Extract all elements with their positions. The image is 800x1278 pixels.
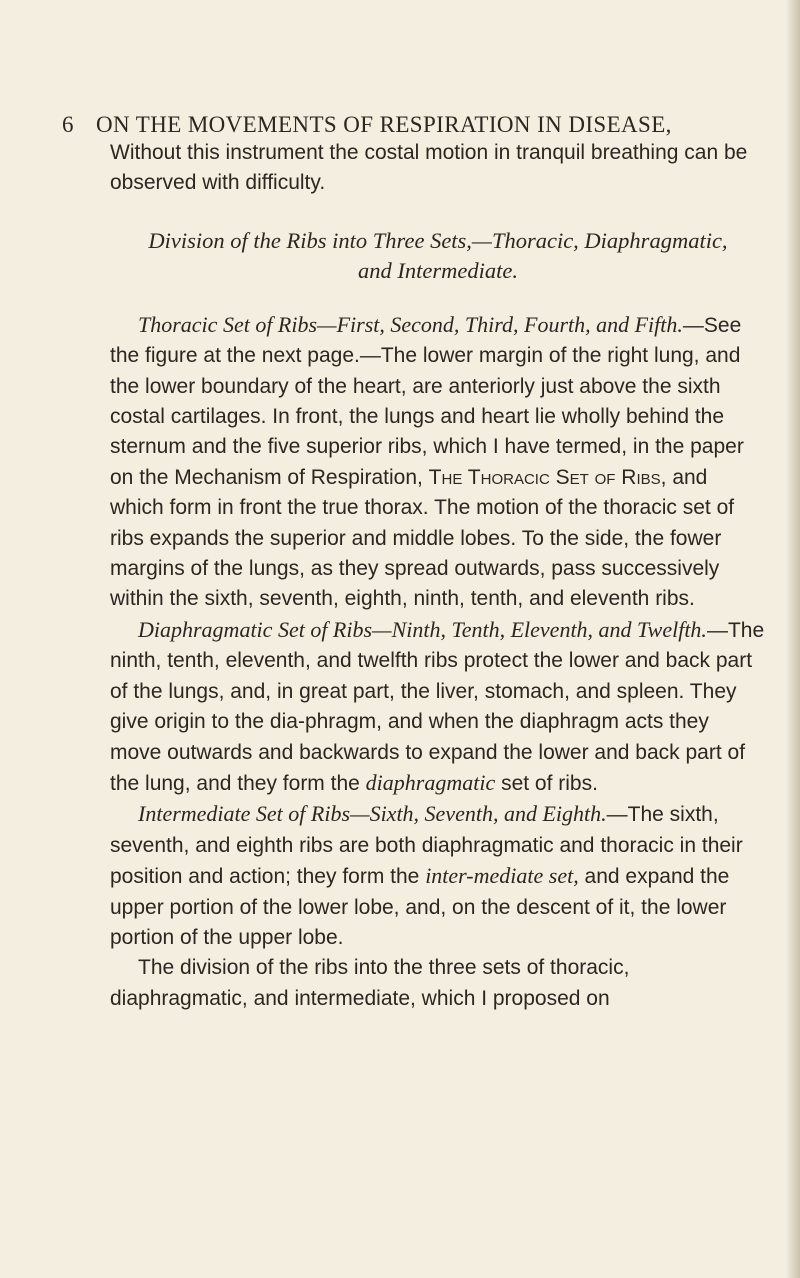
intermediate-paragraph (110, 799, 766, 953)
diaphragmatic-heading: Diaphragmatic Set of Ribs—Ninth, Tenth, Eleventh, and Twelfth. (138, 616, 707, 642)
thoracic-set-term: The Thoracic Set of Ribs, (428, 465, 667, 489)
diaphragmatic-text-a: —The ninth, tenth, eleventh, and twelfth ribs protect the lower and back part of the lungs, and, in great part, the liver, stomach, and spleen. They give origin to the dia-phragm, and when the diaphragm acts they move outwards and backwards to expand the lower and back part of the lung, and they form the (110, 618, 765, 795)
thoracic-text-b: and which form in front the true thorax. The motion of the thoracic set of ribs expands the superior and middle lobes. To the side, the fower margins of the lungs, as they spread outwards, pass successively within the sixth, seventh, eighth, ninth, tenth, and eleventh ribs. (110, 465, 735, 611)
page-edge-shadow (786, 0, 800, 1278)
intermediate-text-b: and expand the upper portion of the lower lobe, and, on the descent of it, the lower portion of the upper lobe. (110, 865, 730, 949)
diaphragmatic-text-b: set of ribs. (495, 771, 598, 795)
diaphragmatic-paragraph (110, 615, 766, 799)
running-title: ON THE MOVEMENTS OF RESPIRATION IN DISEASE, (96, 112, 672, 137)
diaphragmatic-term: diaphragmatic (365, 769, 496, 795)
intermediate-heading: Intermediate Set of Ribs—Sixth, Seventh, and Eighth. (138, 801, 607, 827)
thoracic-text-a: —See the figure at the next page.—The lower margin of the right lung, and the lower boundary of the heart, are anteriorly just above the sixth costal cartilages. In front, the lungs and heart lie wholly behind the sternum and the five superior ribs, which I have termed, in the paper on the Mechanism of Respiration, (110, 313, 744, 489)
intermediate-term: inter-mediate set, (425, 863, 579, 889)
page-number: 6 (62, 112, 74, 137)
section-heading-line2: and Intermediate. (358, 257, 518, 283)
page-body (110, 138, 766, 1014)
intro-paragraph: Without this instrument the costal motion in tranquil breathing can be observed with difficulty. (110, 141, 748, 195)
final-paragraph: The division of the ribs into the three sets of thoracic, diaphragmatic, and intermediate, which I proposed on (110, 956, 630, 1010)
intermediate-text-a: —The sixth, seventh, and eighth ribs are both diaphragmatic and thoracic in their position and action; they form the (110, 803, 743, 889)
section-heading-line1: Division of the Ribs into Three Sets,—Thoracic, Diaphragmatic, (148, 227, 728, 253)
section-heading (110, 226, 766, 286)
running-header (62, 112, 742, 138)
thoracic-paragraph (110, 310, 766, 615)
thoracic-heading: Thoracic Set of Ribs—First, Second, Third, Fourth, and Fifth. (138, 311, 683, 337)
